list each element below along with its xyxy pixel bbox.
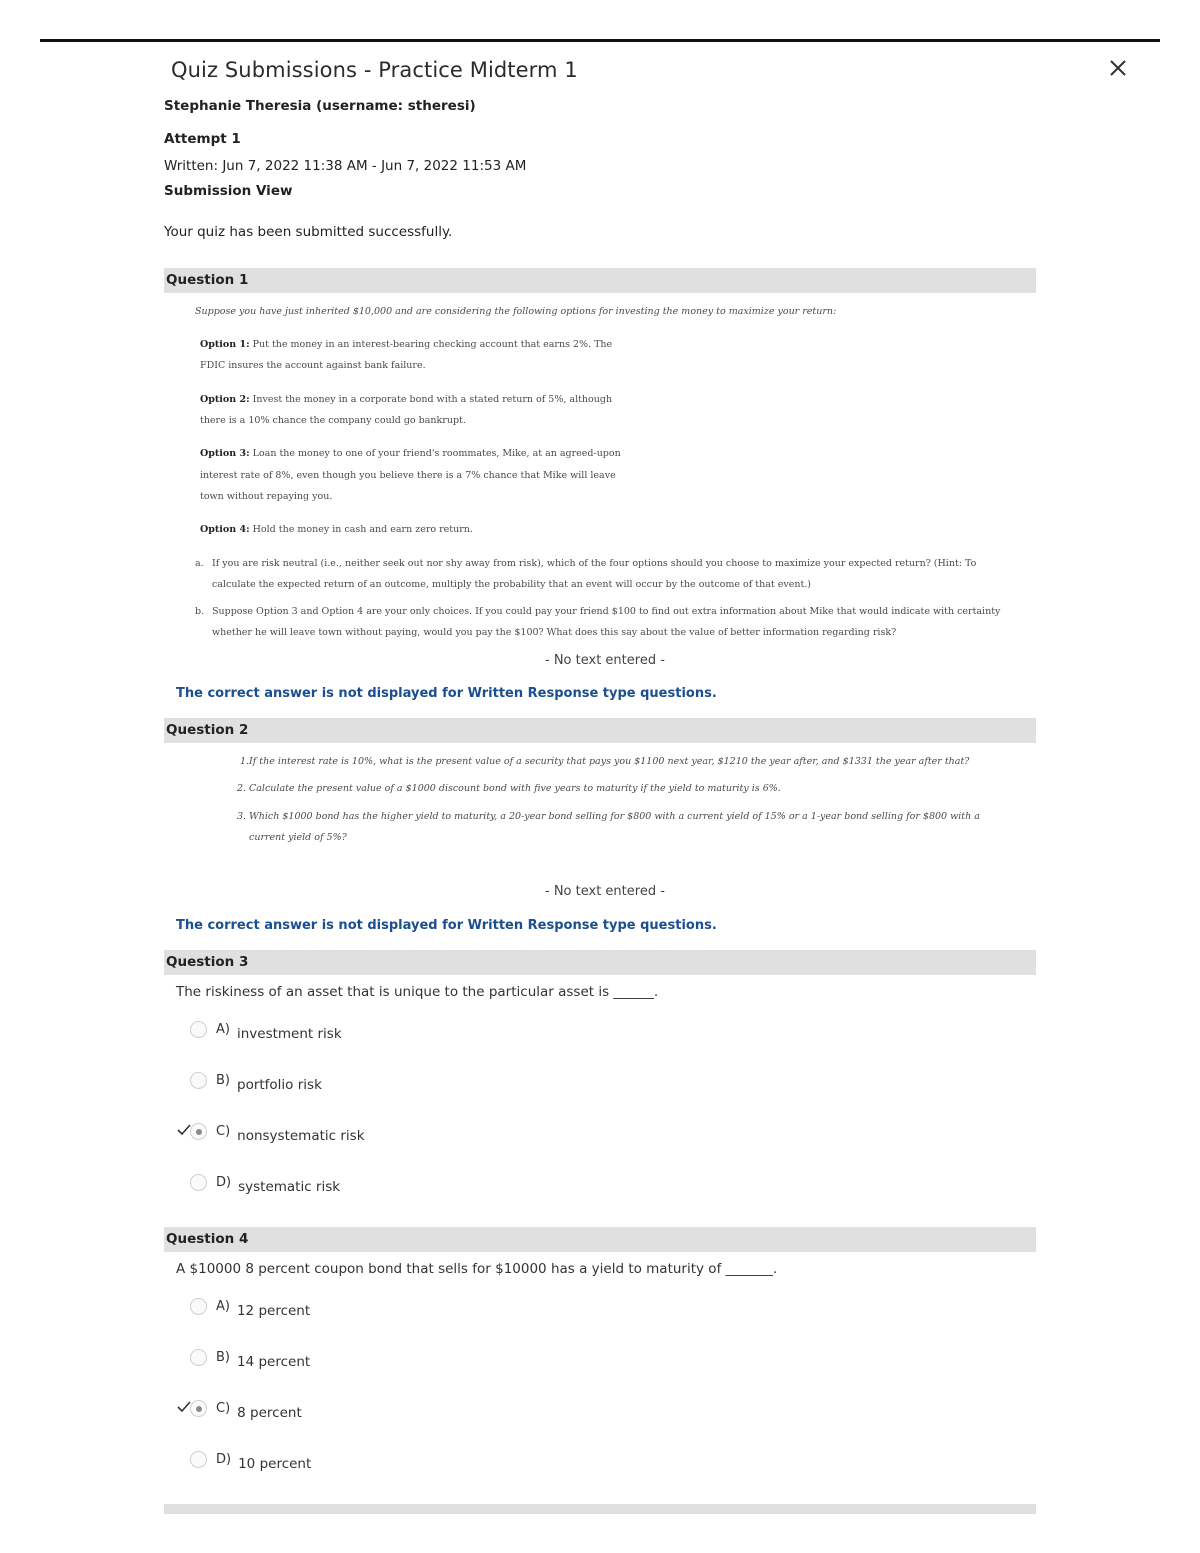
question-1-option: Option 3: Loan the money to one of your friend's roommates, Mike, at an agreed-upon	[200, 448, 621, 459]
question-1-option: Option 2: Invest the money in a corporate bond with a stated return of 5%, although	[200, 394, 613, 405]
question-2-item: Calculate the present value of a $1000 discount bond with five years to maturity if the yield to maturity is 6%.	[249, 783, 781, 794]
question-3-choice-c[interactable]	[190, 1120, 365, 1142]
page-title: Quiz Submissions - Practice Midterm 1	[171, 58, 578, 82]
attempt-label: Attempt 1	[164, 131, 241, 147]
choice-text: nonsystematic risk	[237, 1128, 365, 1144]
choice-text: investment risk	[236, 1026, 342, 1042]
question-4-header: Question 4	[164, 1227, 1036, 1252]
choice-letter: A)	[216, 1298, 230, 1314]
choice-text: 8 percent	[237, 1405, 302, 1421]
checkmark-icon	[177, 1124, 191, 1136]
question-2-item: Which $1000 bond has the higher yield to maturity, a 20-year bond selling for $800 with a current yield of 15% or a 1-year bond selling for $800 with a	[249, 811, 980, 822]
question-4-choice-d[interactable]	[190, 1448, 311, 1470]
question-3-header: Question 3	[164, 950, 1036, 975]
question-1-option-cont: town without repaying you.	[200, 491, 333, 502]
radio-button[interactable]	[190, 1072, 207, 1089]
question-1-header: Question 1	[164, 268, 1036, 293]
radio-button[interactable]	[190, 1298, 207, 1315]
checkmark-icon	[177, 1401, 191, 1413]
question-3-stem: The riskiness of an asset that is unique to the particular asset is ______.	[176, 984, 659, 1000]
choice-letter: D)	[216, 1451, 232, 1467]
question-2-answer: - No text entered -	[545, 884, 665, 899]
question-2-item-mark: 2.	[237, 783, 247, 794]
question-3-choice-b[interactable]	[190, 1069, 322, 1091]
question-1-part: Suppose Option 3 and Option 4 are your only choices. If you could pay your friend $100 to find out extra information about Mike that would indicate with certainty	[212, 606, 1001, 617]
choice-letter: D)	[216, 1174, 232, 1190]
question-4-choice-b[interactable]	[190, 1346, 310, 1368]
question-1-part-mark: b.	[195, 606, 205, 617]
question-1-answer: - No text entered -	[545, 653, 665, 668]
choice-letter: C)	[216, 1400, 231, 1416]
question-2-item-mark: 1.	[240, 756, 250, 767]
question-1-part-cont: whether he will leave town without paying, would you pay the $100? What does this say about the value of better information regarding risk?	[212, 627, 897, 638]
choice-text: 12 percent	[236, 1303, 311, 1319]
radio-button[interactable]	[190, 1174, 207, 1191]
question-2-correct-answer-note: The correct answer is not displayed for Written Response type questions.	[176, 918, 717, 933]
question-4-choice-a[interactable]	[190, 1295, 310, 1317]
submission-view-label: Submission View	[164, 183, 293, 199]
choice-text: 10 percent	[238, 1456, 312, 1472]
close-icon[interactable]	[1104, 54, 1132, 82]
radio-button[interactable]	[190, 1349, 207, 1366]
question-2-item-cont: current yield of 5%?	[249, 832, 347, 843]
question-2-header: Question 2	[164, 718, 1036, 743]
question-1-option: Option 1: Put the money in an interest-bearing checking account that earns 2%. The	[200, 339, 613, 350]
question-1-intro: Suppose you have just inherited $10,000 and are considering the following options for investing the money to maximize your return:	[195, 306, 837, 317]
question-1-part-cont: calculate the expected return of an outcome, multiply the probability that an event will occur by the outcome of that event.)	[212, 579, 812, 590]
question-1-option-cont: interest rate of 8%, even though you believe there is a 7% chance that Mike will leave	[200, 470, 616, 481]
choice-letter: A)	[216, 1021, 230, 1037]
question-5-header-cut	[164, 1504, 1036, 1514]
radio-button[interactable]	[190, 1451, 207, 1468]
question-3-choice-d[interactable]	[190, 1171, 340, 1193]
question-3-choice-a[interactable]	[190, 1018, 342, 1040]
choice-text: portfolio risk	[237, 1077, 322, 1093]
question-2-item: If the interest rate is 10%, what is the present value of a security that pays you $1100 next year, $1210 the year after, and $1331 the year after that?	[249, 756, 970, 767]
question-1-part: If you are risk neutral (i.e., neither seek out nor shy away from risk), which of the four options should you choose to maximize your expected return? (Hint: To	[212, 558, 977, 569]
choice-text: systematic risk	[238, 1179, 341, 1195]
top-divider	[40, 39, 1160, 42]
submission-status: Your quiz has been submitted successfully.	[164, 224, 453, 240]
question-4-choice-c[interactable]	[190, 1397, 302, 1419]
question-1-part-mark: a.	[195, 558, 204, 569]
radio-button[interactable]	[190, 1021, 207, 1038]
question-2-item-mark: 3.	[237, 811, 247, 822]
question-1-option-cont: there is a 10% chance the company could go bankrupt.	[200, 415, 466, 426]
radio-button-selected[interactable]	[190, 1123, 207, 1140]
choice-letter: B)	[216, 1072, 230, 1088]
choice-letter: C)	[216, 1123, 231, 1139]
radio-button-selected[interactable]	[190, 1400, 207, 1417]
question-4-stem: A $10000 8 percent coupon bond that sells for $10000 has a yield to maturity of _______.	[176, 1261, 778, 1277]
written-timestamp: Written: Jun 7, 2022 11:38 AM - Jun 7, 2022 11:53 AM	[164, 158, 527, 174]
student-name: Stephanie Theresia (username: stheresi)	[164, 98, 476, 114]
question-1-correct-answer-note: The correct answer is not displayed for Written Response type questions.	[176, 686, 717, 701]
choice-text: 14 percent	[237, 1354, 311, 1370]
question-1-option: Option 4: Hold the money in cash and earn zero return.	[200, 524, 473, 535]
choice-letter: B)	[216, 1349, 230, 1365]
question-1-option-cont: FDIC insures the account against bank failure.	[200, 360, 426, 371]
